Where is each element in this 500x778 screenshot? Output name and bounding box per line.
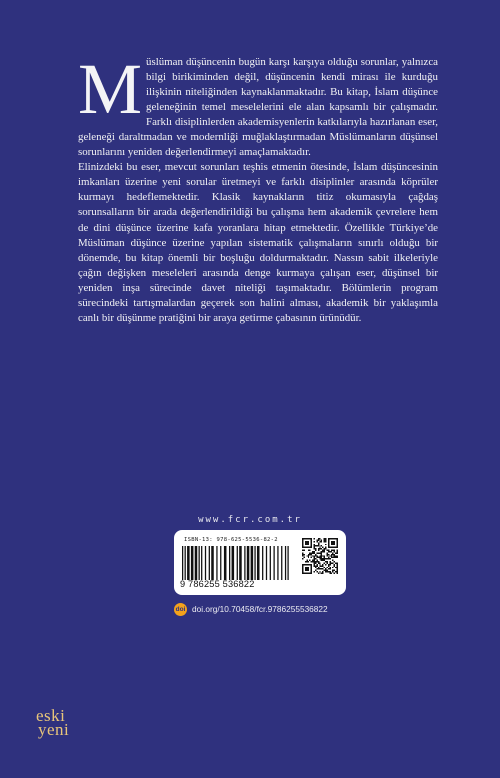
barcode-bar bbox=[239, 546, 242, 580]
barcode-bar bbox=[273, 546, 274, 580]
blurb-paragraph-2: Elinizdeki bu eser, mevcut sorunları teşhis etmenin ötesinde, İslam düşüncesinin imkanları üzerine yeni sorular üretmeyi ve farklı disiplinler arasında köprüler kurmayı hedeflemektedir. Klasik kaynakların titiz okumasıyla çağdaş sorunsalların bir arada değerlendirildiği bu çalışma hem akademik çevrelere hem de dini düşünce üzerine kafa yoranlara hitap etmektedir. Özellikle Türkiye’de Müslüman düşünce üzerine yapılan sistematik çalışmaların sınırlı olduğu bir dönemde, bu kitap önemli bir boşluğu doldurmaktadır. Nassın sabit ilkeleriyle çağın değişken meseleleri arasında denge kurmaya çalışan eser, düşünsel bir yeniden inşa sürecinde davet niteliği taşımaktadır. Bölümlerin program sürecindeki tartışmalardan geçerek son halini alması, akademik bir yaklaşımla canlı bir düşünme pratiğini bir araya getirme çabasının ürünüdür. bbox=[78, 161, 438, 324]
publisher-logo bbox=[36, 706, 76, 746]
barcode-bar bbox=[254, 546, 255, 580]
barcode-bar bbox=[247, 546, 250, 580]
barcode-bar bbox=[244, 546, 245, 580]
publisher-website[interactable]: www.fcr.com.tr bbox=[198, 515, 302, 525]
barcode-bar bbox=[187, 546, 190, 580]
doi-link[interactable]: doi.org/10.70458/fcr.9786255536822 bbox=[192, 604, 328, 614]
barcode-bar bbox=[262, 546, 263, 580]
isbn-barcode-box bbox=[174, 530, 346, 595]
barcode-bar bbox=[270, 546, 271, 580]
barcode-bar bbox=[211, 546, 214, 580]
barcode-bar bbox=[237, 546, 238, 580]
barcode-bar bbox=[224, 546, 227, 580]
barcode bbox=[182, 546, 290, 580]
barcode-bar bbox=[185, 546, 186, 580]
barcode-bar bbox=[257, 546, 260, 580]
barcode-bar bbox=[251, 546, 254, 580]
barcode-bar bbox=[191, 546, 194, 580]
barcode-bar bbox=[266, 546, 267, 580]
barcode-bar bbox=[216, 546, 217, 580]
barcode-bar bbox=[209, 546, 210, 580]
blurb-paragraph-1 bbox=[78, 49, 438, 160]
drop-cap: M bbox=[78, 49, 143, 129]
isbn-label: ISBN-13: 978-625-5536-82-2 bbox=[184, 537, 278, 543]
doi-icon: doi bbox=[174, 603, 187, 616]
blurb-paragraph-1-text: üslüman düşüncenin bugün karşı karşıya olduğu sorunlar, yalnızca bilgi birikiminden değil, düşüncenin kendi mirası ile kurduğu ilişkinin niteliğinden kaynaklanmaktadır. Bu kitap, İslam düşünce geleneğinin temel meselelerini ele alan kapsamlı bir çalışmadır. Farklı disiplinlerden akademisyenlerin katkılarıyla hazırlanan eser, geleneği daraltmadan ve modernliği muğlaklaştırmadan Müslümanların düşünsel sorunlarını yeniden değerlendirmeyi amaçlamaktadır. bbox=[78, 56, 438, 159]
barcode-bar bbox=[205, 546, 206, 580]
barcode-bar bbox=[229, 546, 230, 580]
blurb-text bbox=[78, 49, 438, 326]
doi-row bbox=[174, 602, 328, 616]
barcode-bar bbox=[281, 546, 282, 580]
isbn-digits: 9 786255 536822 bbox=[180, 579, 255, 589]
logo-line-1: eski bbox=[36, 706, 66, 725]
barcode-bar bbox=[277, 546, 278, 580]
barcode-bar bbox=[195, 546, 198, 580]
barcode-bar bbox=[201, 546, 202, 580]
barcode-bar bbox=[199, 546, 200, 580]
barcode-bar bbox=[220, 546, 221, 580]
barcode-bar bbox=[182, 546, 183, 580]
qr-code bbox=[302, 538, 338, 574]
logo-line-2: yeni bbox=[38, 720, 70, 739]
barcode-bar bbox=[232, 546, 235, 580]
barcode-bar bbox=[285, 546, 286, 580]
barcode-bar bbox=[287, 546, 288, 580]
